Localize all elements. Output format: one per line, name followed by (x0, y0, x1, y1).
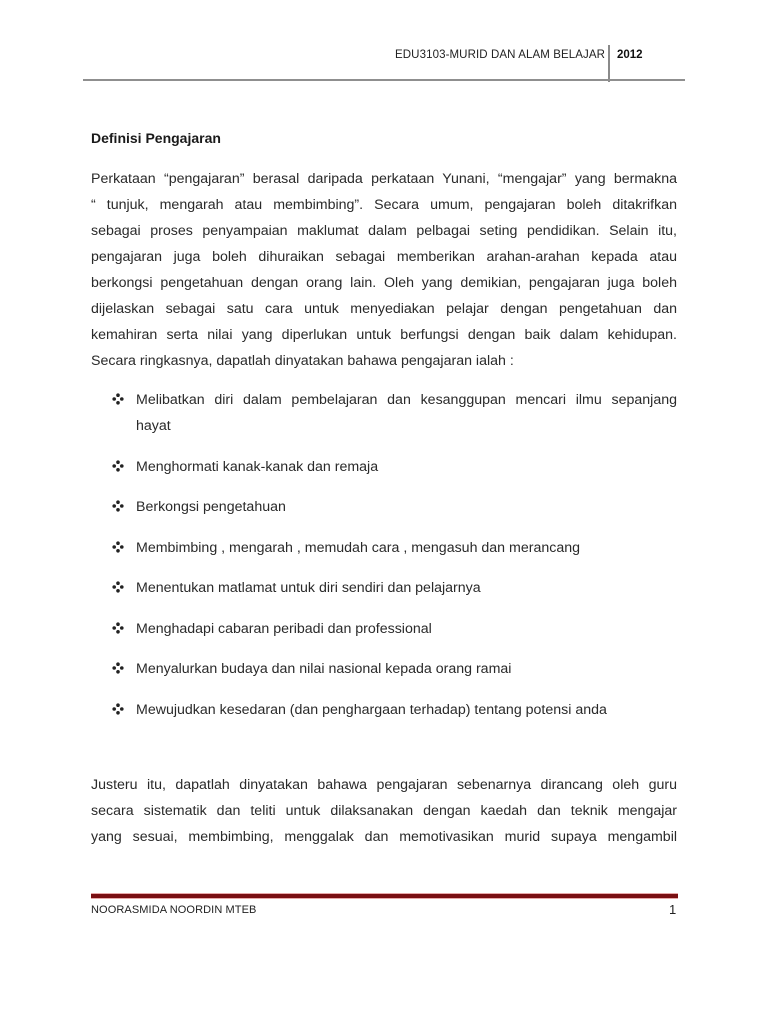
bullet-text: Menghadapi cabaran peribadi dan professional (136, 621, 432, 637)
paragraph-conclusion (91, 772, 677, 850)
footer-rule-highlight (91, 898, 678, 899)
paragraph-line: kemahiran serta nilai yang diperlukan untuk berfungsi dengan baik dalam kehidupan. (91, 327, 677, 343)
paragraph-line: dijelaskan sebagai satu cara untuk menyediakan pelajar dengan pengetahuan dan (91, 301, 677, 317)
bullet-text: Menghormati kanak-kanak dan remaja (136, 459, 379, 475)
paragraph-line: Perkataan “pengajaran” berasal daripada perkataan Yunani, “mengajar” yang bermakna (91, 171, 677, 187)
bullet-text: Berkongsi pengetahuan (136, 499, 286, 515)
bullet-text: Membimbing , mengarah , memudah cara , mengasuh dan merancang (136, 540, 580, 556)
header-rule (83, 79, 685, 81)
diamond-four-dots-icon (112, 541, 124, 553)
diamond-four-dots-icon (112, 500, 124, 512)
diamond-four-dots-icon (112, 393, 124, 405)
paragraph-intro (91, 166, 677, 374)
bullet-text: hayat (136, 418, 171, 434)
header-divider (608, 45, 610, 82)
section-heading: Definisi Pengajaran (91, 130, 221, 146)
diamond-four-dots-icon (112, 460, 124, 472)
diamond-four-dots-icon (112, 662, 124, 674)
paragraph-line: secara sistematik dan teliti untuk dilaksanakan dengan kaedah dan teknik mengajar (91, 803, 677, 819)
paragraph-line: berkongsi pengetahuan dengan orang lain. Oleh yang demikian, pengajaran juga boleh (91, 275, 677, 291)
paragraph-line: pengajaran juga boleh dihuraikan sebagai memberikan arahan-arahan kepada atau (91, 249, 677, 265)
diamond-four-dots-icon (112, 581, 124, 593)
paragraph-line: “ tunjuk, mengarah atau membimbing”. Secara umum, pengajaran boleh ditakrifkan (91, 197, 677, 213)
footer-author: NOORASMIDA NOORDIN MTEB (91, 904, 257, 916)
page-number: 1 (669, 902, 677, 917)
paragraph-line: yang sesuai, membimbing, menggalak dan memotivasikan murid supaya mengambil (91, 829, 677, 845)
paragraph-line: Justeru itu, dapatlah dinyatakan bahawa pengajaran sebenarnya dirancang oleh guru (91, 777, 677, 793)
bullet-text: Menentukan matlamat untuk diri sendiri dan pelajarnya (136, 580, 481, 596)
diamond-four-dots-icon (112, 703, 124, 715)
header-course-title: EDU3103-MURID DAN ALAM BELAJAR (395, 49, 606, 61)
paragraph-line: sebagai proses penyampaian maklumat dalam pelbagai seting pendidikan. Selain itu, (91, 223, 677, 239)
header-year: 2012 (617, 49, 643, 61)
diamond-four-dots-icon (112, 622, 124, 634)
bullet-text: Menyalurkan budaya dan nilai nasional kepada orang ramai (136, 661, 512, 677)
bullet-text: Melibatkan diri dalam pembelajaran dan kesanggupan mencari ilmu sepanjang (136, 392, 677, 408)
paragraph-line: Secara ringkasnya, dapatlah dinyatakan bahawa pengajaran ialah : (91, 353, 514, 369)
bullet-text: Mewujudkan kesedaran (dan penghargaan terhadap) tentang potensi anda (136, 702, 607, 718)
